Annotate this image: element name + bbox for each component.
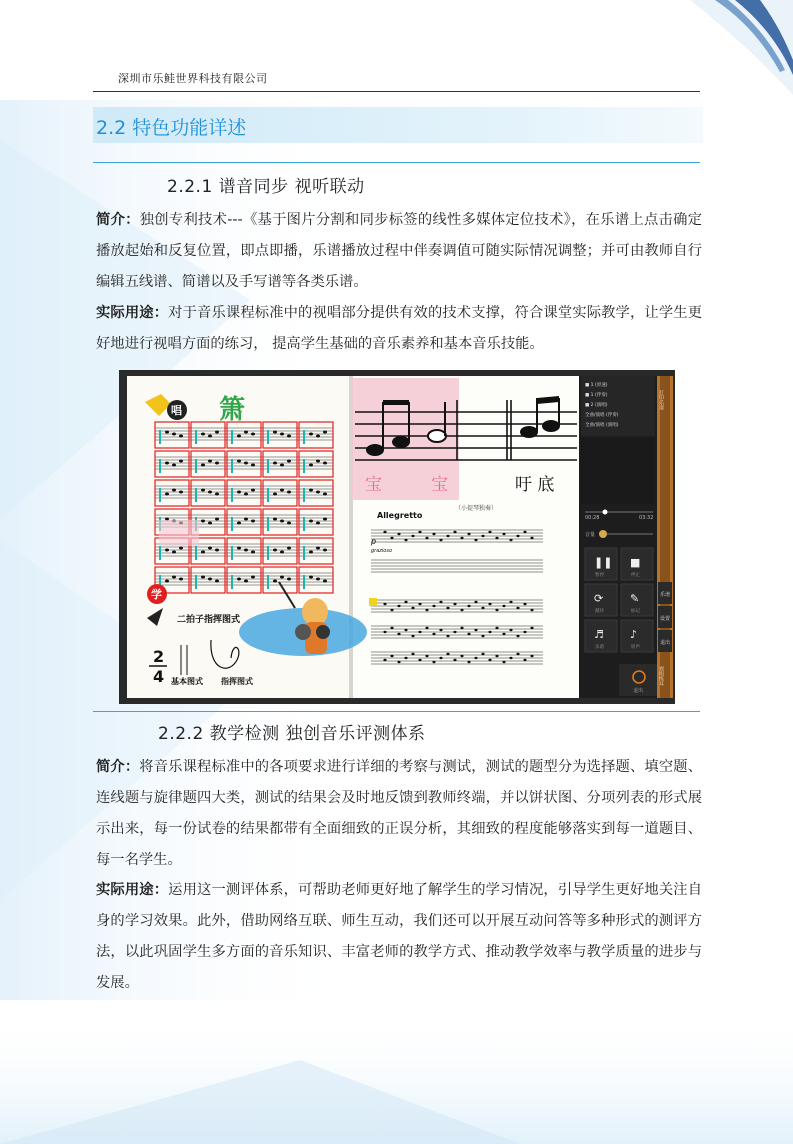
note — [179, 578, 183, 581]
note — [179, 460, 183, 463]
note — [237, 547, 241, 550]
time-end: 03:32 — [639, 515, 654, 521]
note — [453, 659, 456, 661]
note — [316, 435, 320, 438]
cursor-mark — [231, 517, 233, 531]
cursor-mark — [267, 575, 269, 589]
note — [453, 603, 456, 605]
note — [446, 607, 449, 609]
note — [474, 629, 477, 631]
lyric-2: 宝 — [431, 475, 448, 495]
note — [404, 657, 407, 659]
note — [251, 576, 255, 579]
cursor-mark — [267, 517, 269, 531]
note — [287, 578, 291, 581]
intro-label: 简介： — [96, 212, 140, 228]
intro-text-2: 将音乐课程标准中的各项要求进行详细的考察与测试，测试的题型分为选择题、填空题、连线题与旋律题四大类，测试的结果会及时地反馈到教师终端，并以饼状图、分项列表的形式展示出来，每一份试卷的结果都带有全面细致的正误分析，其细致的程度能够落实到每一道题目、每一名学生。 — [96, 759, 702, 868]
note — [383, 631, 386, 633]
note — [280, 489, 284, 492]
note — [516, 607, 519, 609]
note — [495, 609, 498, 611]
note — [488, 631, 491, 633]
note — [530, 609, 533, 611]
note — [287, 547, 291, 550]
note — [418, 603, 421, 605]
volume-label: 音量 — [585, 532, 596, 538]
note — [418, 531, 421, 533]
note — [172, 489, 176, 492]
note — [390, 627, 393, 629]
note — [516, 653, 519, 655]
note — [495, 655, 498, 657]
note — [323, 549, 327, 552]
beat-label: 二拍子指挥图式 — [177, 615, 241, 625]
note — [474, 539, 477, 541]
cursor-mark — [195, 575, 197, 589]
note — [208, 435, 212, 438]
note — [287, 460, 291, 463]
use-label-2: 实际用途： — [96, 882, 169, 898]
use-text: 对于音乐课程标准中的视唱部分提供有效的技术支撑，符合课堂实际教学，让学生更好地进行视唱方面的练习， 提高学生基础的音乐素养和基本音乐技能。 — [96, 305, 703, 352]
cursor-mark — [195, 459, 197, 473]
time-start: 00:28 — [585, 515, 600, 521]
side-tabs — [658, 582, 672, 652]
note — [390, 609, 393, 611]
note — [273, 493, 277, 496]
note — [280, 433, 284, 436]
active-cell-highlight — [159, 520, 199, 546]
cursor-mark — [267, 459, 269, 473]
note — [323, 431, 327, 434]
measure-marker — [369, 598, 377, 606]
cursor-mark — [231, 430, 233, 444]
note — [404, 629, 407, 631]
note — [411, 607, 414, 609]
cursor-mark — [267, 546, 269, 560]
note — [474, 601, 477, 603]
control-label: 停止 — [631, 573, 640, 578]
note — [251, 520, 255, 523]
subsection-heading-1: 2.2.1 谱音同步 视听联动 — [167, 177, 365, 197]
piece-label: （小提琴独奏） — [455, 505, 498, 512]
note — [201, 551, 205, 554]
note — [502, 661, 505, 663]
note — [215, 462, 219, 465]
note — [172, 576, 176, 579]
control-label: 乐谱 — [595, 645, 604, 650]
progress-handle — [603, 510, 608, 515]
note — [172, 464, 176, 467]
side-tab-label: 退出 — [660, 640, 671, 646]
sub2-use-paragraph — [96, 875, 702, 999]
volume-handle — [599, 530, 607, 538]
note — [411, 635, 414, 637]
note — [439, 629, 442, 631]
note — [287, 491, 291, 494]
note — [523, 603, 526, 605]
note — [280, 576, 284, 579]
study-label: 学 — [151, 588, 162, 601]
control-label: 标记 — [631, 609, 640, 614]
note — [460, 627, 463, 629]
note — [215, 431, 219, 434]
note — [179, 491, 183, 494]
control-icon: ♪ — [630, 628, 638, 641]
note — [244, 549, 248, 552]
note — [323, 518, 327, 521]
note — [165, 462, 169, 465]
note — [251, 433, 255, 436]
note — [439, 539, 442, 541]
track-item: ■ 1 (伴奏) — [585, 393, 608, 398]
note — [237, 491, 241, 494]
note — [287, 522, 291, 525]
note — [179, 547, 183, 550]
note — [488, 531, 491, 533]
note — [481, 635, 484, 637]
control-label: 原声 — [631, 645, 640, 650]
note — [201, 433, 205, 436]
note — [208, 547, 212, 550]
note — [273, 549, 277, 552]
control-icon: ✎ — [630, 592, 640, 605]
lyric-1: 宝 — [365, 475, 382, 495]
cursor-mark — [303, 430, 305, 444]
note — [244, 493, 248, 496]
note — [383, 659, 386, 661]
lyric-3: 吁 底 — [515, 475, 555, 495]
time-signature-top: 2 — [153, 647, 165, 666]
note — [280, 551, 284, 554]
note — [516, 535, 519, 537]
figure-illustration — [302, 598, 328, 626]
note — [488, 659, 491, 661]
control-label: 循环 — [595, 609, 604, 614]
note — [467, 661, 470, 663]
note — [244, 518, 248, 521]
cursor-mark — [303, 546, 305, 560]
cursor-mark — [195, 488, 197, 502]
dynamic-text: grazioso — [371, 548, 393, 554]
note — [460, 655, 463, 657]
cursor-mark — [159, 430, 161, 444]
cursor-mark — [267, 488, 269, 502]
note — [237, 460, 241, 463]
track-item: ■ 2 (演唱) — [585, 403, 608, 408]
note — [215, 580, 219, 583]
note — [439, 657, 442, 659]
note — [453, 631, 456, 633]
note — [460, 609, 463, 611]
note — [509, 657, 512, 659]
note — [280, 464, 284, 467]
note — [316, 578, 320, 581]
note — [467, 605, 470, 607]
note — [172, 433, 176, 436]
track-item: 全曲/演唱 (演唱) — [585, 423, 619, 428]
note — [390, 655, 393, 657]
note — [481, 535, 484, 537]
note — [530, 627, 533, 629]
control-icon: ♬ — [594, 628, 604, 641]
note — [502, 605, 505, 607]
subsection-heading-2: 2.2.2 教学检测 独创音乐评测体系 — [158, 724, 426, 744]
note — [273, 518, 277, 521]
note — [316, 460, 320, 463]
note — [244, 462, 248, 465]
cursor-mark — [159, 459, 161, 473]
note — [495, 627, 498, 629]
cursor-mark — [195, 546, 197, 560]
note — [165, 580, 169, 583]
note — [172, 551, 176, 554]
note — [316, 522, 320, 525]
side-top-label: 打印乐谱 — [658, 390, 664, 410]
note — [523, 659, 526, 661]
note — [446, 653, 449, 655]
sub1-use-paragraph — [96, 298, 702, 360]
note — [316, 547, 320, 550]
sub2-intro-paragraph — [96, 752, 702, 876]
cursor-mark — [303, 459, 305, 473]
side-bottom-label: 视唱练耳 — [658, 666, 664, 686]
note — [208, 491, 212, 494]
note — [446, 535, 449, 537]
cursor-mark — [159, 488, 161, 502]
note — [481, 653, 484, 655]
note — [323, 580, 327, 583]
note — [509, 539, 512, 541]
cursor-mark — [303, 575, 305, 589]
note — [530, 537, 533, 539]
note — [467, 533, 470, 535]
use-text-2: 运用这一测评体系，可帮助老师更好地了解学生的学习情况，引导学生更好地关注自身的学习效果。此外，借助网络互联、师生互动，我们还可以开展互动问答等多种形式的测评方法，以此巩固学生多方面的音乐知识、丰富老师的教学方式、推动教学效率与教学质量的进步与发展。 — [96, 882, 703, 991]
section-divider — [93, 162, 700, 163]
note — [244, 580, 248, 583]
note — [460, 537, 463, 539]
note — [411, 535, 414, 537]
note — [383, 531, 386, 533]
note — [481, 607, 484, 609]
note — [165, 493, 169, 496]
note — [280, 520, 284, 523]
note — [397, 633, 400, 635]
note — [390, 537, 393, 539]
sub1-intro-paragraph — [96, 205, 702, 298]
note — [201, 520, 205, 523]
note — [530, 655, 533, 657]
note — [309, 489, 313, 492]
note — [383, 603, 386, 605]
note — [251, 551, 255, 554]
note — [523, 531, 526, 533]
header-divider — [93, 91, 700, 92]
cursor-mark — [303, 488, 305, 502]
note — [509, 601, 512, 603]
cursor-mark — [231, 488, 233, 502]
company-header: 深圳市乐鲑世界科技有限公司 — [118, 72, 268, 85]
note — [425, 609, 428, 611]
cursor-mark — [231, 459, 233, 473]
software-screenshot — [119, 370, 675, 704]
note — [323, 493, 327, 496]
note — [215, 493, 219, 496]
note — [323, 462, 327, 465]
note — [201, 464, 205, 467]
note — [165, 431, 169, 434]
note — [251, 489, 255, 492]
note — [432, 661, 435, 663]
help-overlay-icon — [316, 625, 330, 639]
control-icon: ❚❚ — [594, 556, 613, 569]
note — [425, 627, 428, 629]
instrument-title: 箫 — [219, 395, 246, 425]
cursor-mark — [231, 546, 233, 560]
note — [165, 549, 169, 552]
cursor-mark — [195, 430, 197, 444]
note — [397, 605, 400, 607]
note — [309, 576, 313, 579]
note — [467, 633, 470, 635]
note — [237, 435, 241, 438]
basic-pattern-label: 基本图式 — [171, 677, 203, 686]
note — [425, 537, 428, 539]
note — [251, 464, 255, 467]
note — [237, 522, 241, 525]
note — [502, 533, 505, 535]
power-label: 退出 — [633, 688, 644, 694]
note — [432, 533, 435, 535]
note — [309, 520, 313, 523]
cursor-mark — [303, 517, 305, 531]
note — [474, 657, 477, 659]
note — [418, 659, 421, 661]
note — [502, 633, 505, 635]
note — [208, 522, 212, 525]
note — [208, 460, 212, 463]
note — [404, 601, 407, 603]
cursor-mark — [231, 575, 233, 589]
note — [425, 655, 428, 657]
note — [201, 489, 205, 492]
corner-decoration — [690, 0, 793, 95]
cursor-mark — [159, 546, 161, 560]
note — [509, 629, 512, 631]
track-item: ■ 1 (原速) — [585, 383, 608, 388]
note — [446, 635, 449, 637]
note — [432, 633, 435, 635]
track-item: 全曲/演唱 (伴奏) — [585, 413, 619, 418]
note — [488, 603, 491, 605]
intro-text: 独创专利技术---《基于图片分割和同步标签的线性多媒体定位技术》，在乐谱上点击确定播放起始和反复位置，即点即播，乐谱播放过程中伴奏调值可随实际情况调整；并可由教师自行编辑五线谱、简谱以及手写谱等各类乐谱。 — [96, 212, 702, 290]
note — [273, 462, 277, 465]
control-icon: ⟳ — [594, 592, 604, 605]
note — [179, 435, 183, 438]
note — [215, 518, 219, 521]
note — [316, 491, 320, 494]
play-overlay-icon — [295, 624, 311, 640]
conduct-pattern-label: 指挥图式 — [221, 677, 253, 686]
note — [495, 537, 498, 539]
dynamic-marking: p — [371, 537, 377, 546]
note — [516, 635, 519, 637]
sing-label: 唱 — [171, 404, 182, 417]
note — [397, 661, 400, 663]
note — [215, 549, 219, 552]
intro-label-2: 简介： — [96, 759, 140, 775]
note — [523, 631, 526, 633]
note — [309, 433, 313, 436]
note — [273, 431, 277, 434]
note — [208, 578, 212, 581]
note — [201, 576, 205, 579]
cursor-mark — [267, 430, 269, 444]
note — [432, 605, 435, 607]
control-icon: ■ — [630, 556, 641, 569]
note — [309, 464, 313, 467]
use-label: 实际用途： — [96, 305, 169, 321]
note — [244, 431, 248, 434]
note — [418, 631, 421, 633]
note — [237, 578, 241, 581]
screenshot-canvas — [119, 370, 675, 704]
control-label: 暂停 — [595, 573, 604, 578]
time-signature-bottom: 4 — [153, 667, 165, 686]
note — [309, 551, 313, 554]
side-tab-label: 乐谱 — [660, 592, 671, 598]
tempo-marking: Allegretto — [377, 511, 423, 520]
side-tab-label: 设置 — [660, 616, 671, 622]
note — [397, 533, 400, 535]
note — [273, 580, 277, 583]
note — [404, 539, 407, 541]
note — [411, 653, 414, 655]
section-title: 2.2 特色功能详述 — [96, 117, 247, 139]
note — [453, 531, 456, 533]
note — [287, 435, 291, 438]
screenshot-divider — [93, 711, 700, 712]
note — [439, 601, 442, 603]
